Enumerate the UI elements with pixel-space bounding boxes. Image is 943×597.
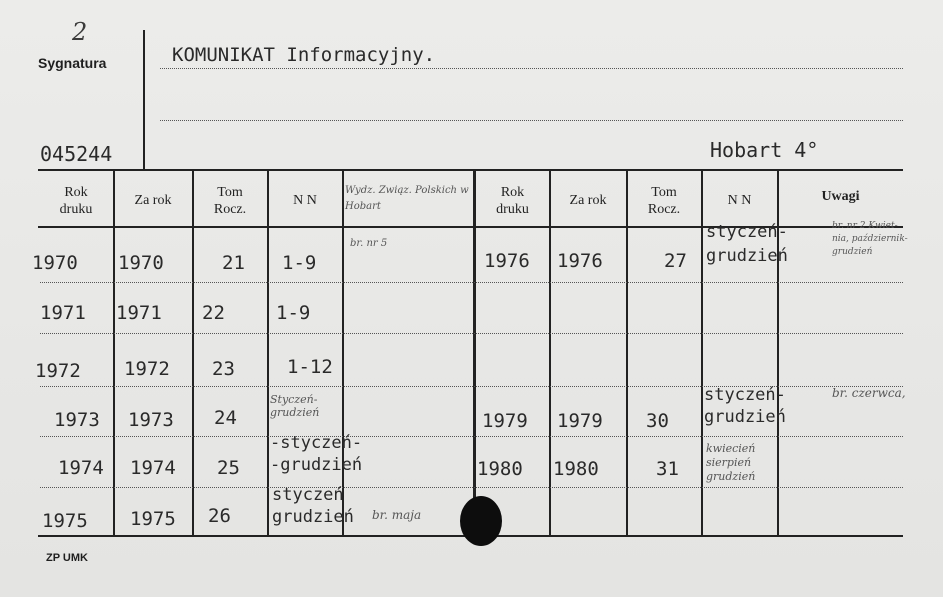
table-cell: 1972 [35,360,81,382]
table-cell: 1979 [482,410,528,432]
header-tom-rocz: Tom Rocz. [213,185,247,217]
table-cell: 1975 [42,510,88,532]
table-cell: 26 [208,505,231,527]
table-cell: 1970 [32,252,78,274]
handwritten-note: br. maja [372,508,422,522]
header-nn: N N [293,193,317,208]
table-cell: 1973 [128,409,174,431]
row-separator [40,333,903,334]
format-label: Hobart 4° [710,138,819,162]
col-divider [626,171,628,537]
col-divider [113,171,115,537]
table-cell: 1973 [54,409,100,431]
col-divider-main [473,171,476,537]
table-cell: 27 [664,250,687,272]
table-cell: 1979 [557,410,603,432]
table-top-line [38,169,903,171]
table-cell: -styczeń- -grudzień [270,433,363,475]
col-divider [342,171,344,537]
handwritten-note: kwiecień sierpień grudzień [706,442,756,483]
col-divider [192,171,194,537]
row-separator [40,487,903,488]
table-cell: 1980 [553,458,599,480]
col-divider [549,171,551,537]
header-rok-druku: Rok druku [59,185,93,217]
handwritten-note: br. czerwca, [832,386,906,400]
row-separator [40,282,903,283]
handwritten-note: br. nr 2 Kwiet- nia, październik- grudzień [832,221,908,257]
table-cell: 1971 [116,302,162,324]
table-cell: 1-9 [282,252,317,274]
publisher-mark: ZP UMK [46,552,88,564]
table-cell: styczeń grudzień [272,485,354,527]
shelf-number: 045244 [40,142,113,166]
header-divider [143,30,145,170]
table-cell: 25 [217,457,240,479]
table-cell: 1972 [124,358,170,380]
table-cell: 1980 [477,458,523,480]
row-separator [40,436,903,437]
table-cell: 1975 [130,508,176,530]
col-divider [267,171,269,537]
header-tom-rocz-right: Tom Rocz. [647,185,681,217]
card-title: KOMUNIKAT Informacyjny. [172,44,436,66]
table-cell: 1974 [130,457,176,479]
header-rok-druku-right: Rok druku [496,185,529,217]
table-cell: 22 [202,302,225,324]
table-cell: styczeń- grudzień [706,222,788,266]
header-nn-right: N N [727,193,752,208]
table-cell: 1-9 [276,302,311,324]
table-cell: 1976 [484,250,530,272]
header-za-rok-right: Za rok [569,193,607,208]
title-dotted-line [160,68,903,69]
signature-label: Sygnatura [38,55,107,71]
handwritten-number: 2 [72,18,88,46]
punch-hole [460,496,502,546]
header-za-rok: Za rok [134,193,172,208]
table-cell: 23 [212,358,235,380]
handwritten-note: Styczeń-grudzień [270,393,320,419]
table-cell: 1970 [118,252,164,274]
col-divider [701,171,703,537]
middle-header-note: Wydz. Związ. Polskich w Hobart [345,185,469,212]
table-cell: 1971 [40,302,86,324]
table-cell: 24 [214,407,237,429]
handwritten-note: br. nr 5 [350,238,388,249]
table-cell: 21 [222,252,245,274]
header-uwagi: Uwagi [821,189,860,204]
blank-dotted-line [160,120,903,121]
table-cell: 30 [646,410,669,432]
table-cell: 31 [656,458,679,480]
table-cell: 1976 [557,250,603,272]
table-cell: styczeń- grudzień [704,385,786,427]
table-cell: 1974 [58,457,104,479]
table-cell: 1-12 [287,356,333,378]
